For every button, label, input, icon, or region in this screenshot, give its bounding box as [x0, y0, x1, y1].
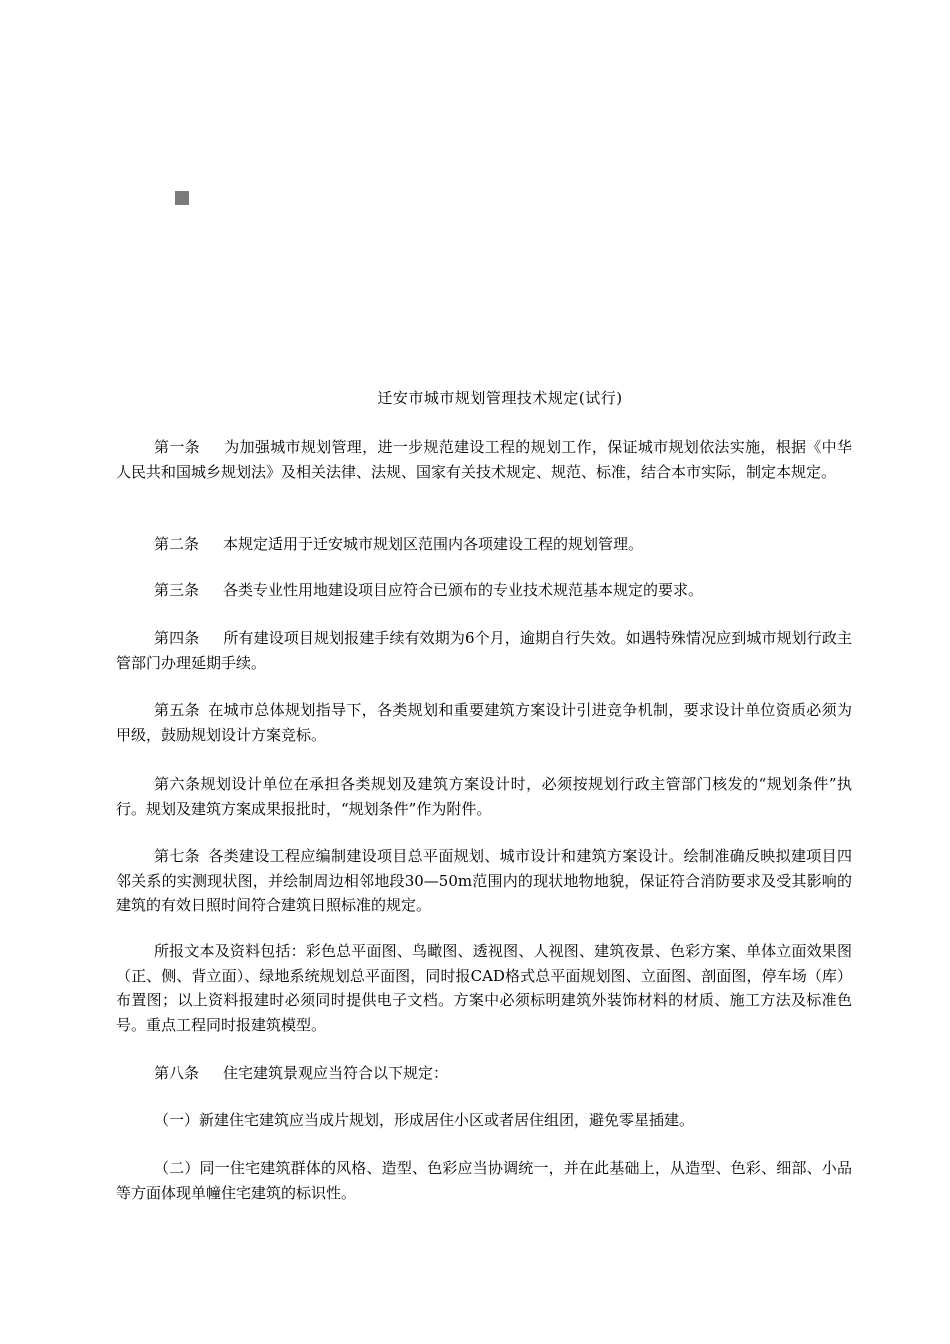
- paragraph-text: （二）同一住宅建筑群体的风格、造型、色彩应当协调统一，并在此基础上，从造型、色彩、细部、小品等方面体现单幢住宅建筑的标识性。: [116, 1159, 852, 1202]
- article-8: [116, 1061, 852, 1086]
- bullet-square-icon: [175, 191, 189, 205]
- article-text: 规划设计单位在承担各类规划及建筑方案设计时，必须按规划行政主管部门核发的“规划条件”执行。规划及建筑方案成果报批时，“规划条件”作为附件。: [116, 775, 852, 818]
- article-2: [116, 532, 852, 557]
- article-text: 各类建设工程应编制建设项目总平面规划、城市设计和建筑方案设计。绘制准确反映拟建项目四邻关系的实测现状图，并绘制周边相邻地段30—50m范围内的现状地物地貌，保证符合消防要求及受其影响的建筑的有效日照时间符合建筑日照标准的规定。: [116, 847, 852, 914]
- article-label: 第八条: [154, 1064, 200, 1082]
- article-label: 第四条: [154, 629, 200, 647]
- article-label: 第七条: [154, 847, 200, 865]
- article-label: 第二条: [154, 535, 200, 553]
- paragraph-text: 所报文本及资料包括：彩色总平面图、鸟瞰图、透视图、人视图、建筑夜景、色彩方案、单体立面效果图（正、侧、背立面）、绿地系统规划总平面图，同时报CAD格式总平面规划图、立面图、剖面图，停车场（库）布置图；以上资料报建时必须同时提供电子文档。方案中必须标明建筑外装饰材料的材质、施工方法及标准色号。重点工程同时报建筑模型。: [116, 942, 852, 1034]
- article-7: [116, 844, 852, 918]
- article-label: 第六条: [154, 775, 201, 793]
- article-1: [116, 435, 852, 484]
- article-label: 第一条: [154, 438, 200, 456]
- article-text: 为加强城市规划管理，进一步规范建设工程的规划工作，保证城市规划依法实施，根据《中华人民共和国城乡规划法》及相关法律、法规、国家有关技术规定、规范、标准，结合本市实际，制定本规定。: [116, 438, 852, 481]
- clause-2: [116, 1156, 852, 1205]
- article-6: [116, 772, 852, 821]
- article-4: [116, 626, 852, 675]
- article-text: 所有建设项目规划报建手续有效期为6个月，逾期自行失效。如遇特殊情况应到城市规划行政主管部门办理延期手续。: [116, 629, 852, 672]
- article-5: [116, 698, 852, 747]
- article-3: [116, 578, 852, 603]
- submission-materials: [116, 939, 852, 1037]
- article-text: 住宅建筑景观应当符合以下规定：: [223, 1064, 449, 1082]
- paragraph-text: （一）新建住宅建筑应当成片规划，形成居住小区或者居住组团，避免零星插建。: [154, 1111, 695, 1129]
- article-label: 第五条: [154, 701, 200, 719]
- article-text: 各类专业性用地建设项目应符合已颁布的专业技术规范基本规定的要求。: [223, 581, 704, 599]
- document-title: 迁安市城市规划管理技术规定(试行): [377, 389, 623, 407]
- article-text: 在城市总体规划指导下，各类规划和重要建筑方案设计引进竞争机制，要求设计单位资质必须为甲级，鼓励规划设计方案竞标。: [116, 701, 852, 744]
- article-text: 本规定适用于迁安城市规划区范围内各项建设工程的规划管理。: [223, 535, 644, 553]
- clause-1: [116, 1108, 852, 1133]
- article-label: 第三条: [154, 581, 200, 599]
